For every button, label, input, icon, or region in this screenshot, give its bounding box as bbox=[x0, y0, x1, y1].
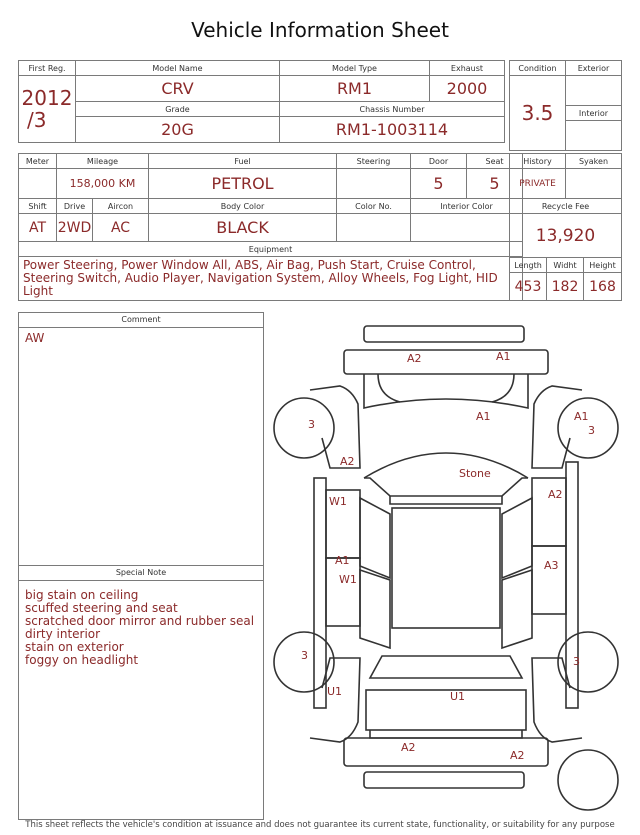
length-label: Length bbox=[510, 258, 547, 273]
damage-mark: 3 bbox=[308, 418, 315, 431]
body-color-label: Body Color bbox=[149, 199, 337, 214]
comment-panel bbox=[18, 312, 264, 566]
mileage-value: 158,000 KM bbox=[57, 169, 149, 199]
model-type-value: RM1 bbox=[280, 76, 430, 102]
color-no-value bbox=[337, 214, 411, 242]
special-note-panel bbox=[18, 565, 264, 820]
grade-value: 20G bbox=[76, 117, 280, 143]
interior-label: Interior bbox=[566, 106, 622, 121]
recycle-value: 13,920 bbox=[510, 214, 622, 258]
damage-mark: W1 bbox=[329, 495, 347, 508]
fuel-value: PETROL bbox=[149, 169, 337, 199]
exhaust-value: 2000 bbox=[430, 76, 505, 102]
special-note-line: stain on exterior bbox=[25, 640, 124, 654]
exterior-label: Exterior bbox=[566, 61, 622, 76]
wheel-front-left bbox=[274, 398, 334, 458]
comment-text: AW bbox=[25, 331, 45, 345]
damage-mark: A1 bbox=[574, 410, 589, 423]
damage-mark: W1 bbox=[339, 573, 357, 586]
drive-value: 2WD bbox=[57, 214, 93, 242]
model-name-label: Model Name bbox=[76, 61, 280, 76]
special-note-line: scratched door mirror and rubber seal bbox=[25, 614, 255, 628]
first-reg-value bbox=[19, 76, 76, 143]
chassis-value: RM1-1003114 bbox=[280, 117, 505, 143]
damage-mark: A2 bbox=[548, 488, 563, 501]
syaken-value bbox=[566, 169, 622, 199]
damage-mark: A3 bbox=[544, 559, 559, 572]
damage-mark: U1 bbox=[327, 685, 343, 698]
spare-tire bbox=[558, 750, 618, 810]
seat-label: Seat bbox=[467, 154, 523, 169]
chassis-label: Chassis Number bbox=[280, 102, 505, 117]
length-value: 453 bbox=[510, 273, 547, 301]
aircon-value: AC bbox=[93, 214, 149, 242]
interior-color-value bbox=[411, 214, 523, 242]
special-note-header: Special Note bbox=[19, 566, 263, 581]
condition-score: 3.5 bbox=[510, 76, 566, 151]
side-table bbox=[509, 153, 622, 301]
spec-table bbox=[18, 153, 523, 301]
first-reg-label: First Reg. bbox=[19, 61, 76, 76]
steering-value bbox=[337, 169, 411, 199]
special-note-line: big stain on ceiling bbox=[25, 588, 139, 602]
recycle-label: Recycle Fee bbox=[510, 199, 622, 214]
car-damage-diagram bbox=[270, 318, 630, 818]
seat-value: 5 bbox=[467, 169, 523, 199]
damage-mark: 3 bbox=[301, 649, 308, 662]
special-note-list bbox=[19, 581, 263, 671]
history-value: PRIVATE bbox=[510, 169, 566, 199]
model-name-value: CRV bbox=[76, 76, 280, 102]
interior-color-label: Interior Color bbox=[411, 199, 523, 214]
height-label: Height bbox=[584, 258, 622, 273]
damage-mark: A2 bbox=[340, 455, 355, 468]
special-note-line: scuffed steering and seat bbox=[25, 601, 178, 615]
body-color-value: BLACK bbox=[149, 214, 337, 242]
syaken-label: Syaken bbox=[566, 154, 622, 169]
condition-table bbox=[509, 60, 622, 151]
width-label: Widht bbox=[547, 258, 584, 273]
damage-mark: U1 bbox=[450, 690, 466, 703]
damage-mark: A1 bbox=[476, 410, 491, 423]
height-value: 168 bbox=[584, 273, 622, 301]
history-label: History bbox=[510, 154, 566, 169]
shift-label: Shift bbox=[19, 199, 57, 214]
door-label: Door bbox=[411, 154, 467, 169]
door-value: 5 bbox=[411, 169, 467, 199]
page-title: Vehicle Information Sheet bbox=[191, 18, 449, 42]
width-value: 182 bbox=[547, 273, 584, 301]
condition-label: Condition bbox=[510, 61, 566, 76]
color-no-label: Color No. bbox=[337, 199, 411, 214]
special-note-line: foggy on headlight bbox=[25, 653, 139, 667]
wheel-rear-left bbox=[274, 632, 334, 692]
first-reg-year: 2012 bbox=[21, 86, 73, 110]
damage-mark: A2 bbox=[401, 741, 416, 754]
meter-value bbox=[19, 169, 57, 199]
exhaust-label: Exhaust bbox=[430, 61, 505, 76]
special-note-line: dirty interior bbox=[25, 627, 101, 641]
fuel-label: Fuel bbox=[149, 154, 337, 169]
drive-label: Drive bbox=[57, 199, 93, 214]
equipment-label: Equipment bbox=[19, 242, 523, 257]
mileage-label: Mileage bbox=[57, 154, 149, 169]
disclaimer-footer: This sheet reflects the vehicle's condition at issuance and does not guarantee its current state, functionality, or suitability for any purpose bbox=[25, 820, 615, 830]
damage-mark: Stone bbox=[459, 467, 491, 480]
grade-label: Grade bbox=[76, 102, 280, 117]
damage-mark: A1 bbox=[496, 350, 511, 363]
damage-mark: 3 bbox=[573, 655, 580, 668]
wheel-rear-right bbox=[558, 632, 618, 692]
comment-header: Comment bbox=[19, 313, 263, 328]
damage-mark: 3 bbox=[588, 424, 595, 437]
shift-value: AT bbox=[19, 214, 57, 242]
equipment-value: Power Steering, Power Window All, ABS, Air Bag, Push Start, Cruise Control, Steering Switch, Audio Player, Navigation System, Alloy Wheels, Fog Light, HID Light bbox=[19, 257, 523, 301]
exterior-value bbox=[566, 76, 622, 106]
model-type-label: Model Type bbox=[280, 61, 430, 76]
damage-mark: A1 bbox=[335, 554, 350, 567]
damage-mark: A2 bbox=[407, 352, 422, 365]
vehicle-main-table bbox=[18, 60, 505, 143]
steering-label: Steering bbox=[337, 154, 411, 169]
interior-value bbox=[566, 121, 622, 151]
aircon-label: Aircon bbox=[93, 199, 149, 214]
damage-mark: A2 bbox=[510, 749, 525, 762]
meter-label: Meter bbox=[19, 154, 57, 169]
first-reg-month: /3 bbox=[27, 108, 47, 132]
